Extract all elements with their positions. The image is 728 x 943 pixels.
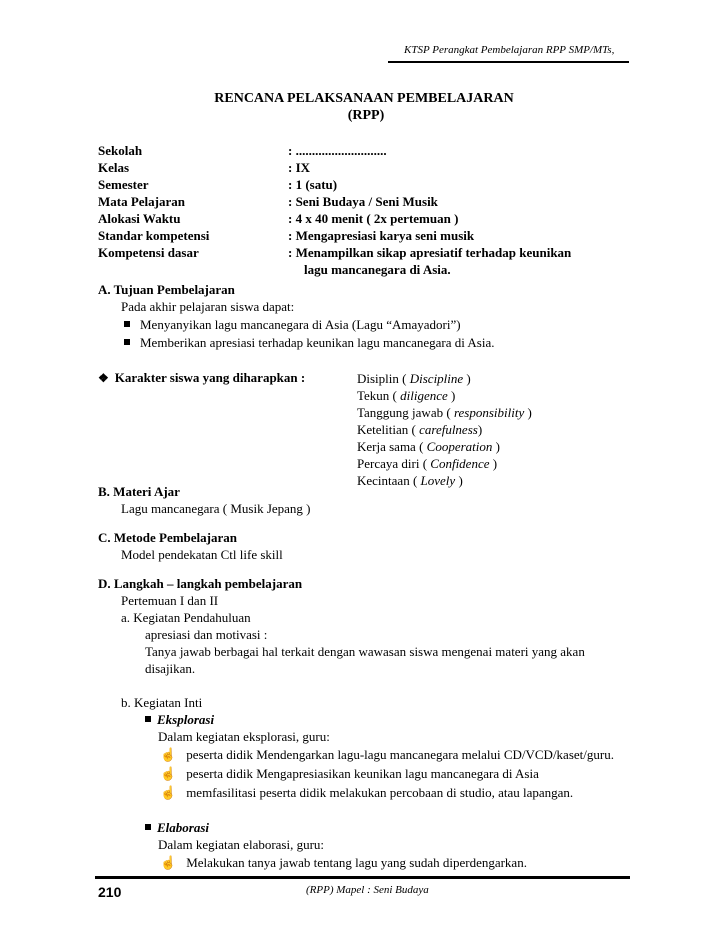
section-a-intro: Pada akhir pelajaran siswa dapat: xyxy=(121,299,295,314)
section-b-text: Lagu mancanegara ( Musik Jepang ) xyxy=(121,501,311,516)
karakter-list xyxy=(357,370,532,489)
square-bullet-icon xyxy=(124,339,130,345)
list-item: Memberikan apresiasi terhadap keunikan lagu mancanegara di Asia. xyxy=(124,335,494,351)
karakter-item: Percaya diri ( Confidence ) xyxy=(357,456,498,471)
doc-title-line1: RENCANA PELAKSANAAN PEMBELAJARAN xyxy=(214,91,514,106)
list-item: ☝ Melakukan tanya jawab tentang lagu yang sudah diperdengarkan. xyxy=(160,855,527,870)
identity-value: : Mengapresiasi karya seni musik xyxy=(288,228,475,243)
identity-label: Kompetensi dasar xyxy=(98,245,199,260)
karakter-item: Tekun ( diligence ) xyxy=(357,388,456,403)
square-bullet-icon xyxy=(145,716,151,722)
square-bullet-icon xyxy=(124,321,130,327)
section-a-heading: A. Tujuan Pembelajaran xyxy=(98,282,235,297)
section-d-heading: D. Langkah – langkah pembelajaran xyxy=(98,576,303,591)
elaborasi-intro: Dalam kegiatan elaborasi, guru: xyxy=(158,837,325,852)
footer-text: (RPP) Mapel : Seni Budaya xyxy=(306,884,429,896)
identity-value: : Menampilkan sikap apresiatif terhadap keunikan xyxy=(288,245,572,260)
identity-value: : ............................ xyxy=(288,143,387,158)
section-c-heading: C. Metode Pembelajaran xyxy=(98,530,237,545)
hand-pointer-icon: ☝ xyxy=(160,855,177,870)
section-c-text: Model pendekatan Ctl life skill xyxy=(121,547,283,562)
identity-label: Sekolah xyxy=(98,143,143,158)
hand-pointer-icon: ☝ xyxy=(160,766,177,781)
list-item: ☝ peserta didik Mendengarkan lagu-lagu mancanegara melalui CD/VCD/kaset/guru. xyxy=(160,747,614,762)
hand-pointer-icon: ☝ xyxy=(160,747,177,762)
identity-label: Mata Pelajaran xyxy=(98,194,186,209)
identity-value: : Seni Budaya / Seni Musik xyxy=(288,194,438,209)
doc-title-line2: (RPP) xyxy=(347,108,385,123)
karakter-item: Disiplin ( Discipline ) xyxy=(357,371,471,386)
identity-value: : IX xyxy=(288,160,311,175)
karakter-item: Ketelitian ( carefulness) xyxy=(357,422,483,437)
diamond-bullet-icon: ❖ xyxy=(98,371,109,385)
list-item: ☝ peserta didik Mengapresiasikan keunikan lagu mancanegara di Asia xyxy=(160,766,539,781)
eksplorasi-title: Eksplorasi xyxy=(145,712,214,728)
list-item: ☝ memfasilitasi peserta didik melakukan percobaan di studio, atau lapangan. xyxy=(160,785,574,800)
identity-label: Kelas xyxy=(98,160,130,175)
identity-label: Semester xyxy=(98,177,149,192)
pendahuluan-line: disajikan. xyxy=(145,661,196,676)
page-number: 210 xyxy=(98,884,122,900)
running-header: KTSP Perangkat Pembelajaran RPP SMP/MTs, xyxy=(404,44,615,56)
karakter-label: ❖ Karakter siswa yang diharapkan : xyxy=(98,370,306,385)
identity-label: Standar kompetensi xyxy=(98,228,210,243)
karakter-item: Kerja sama ( Cooperation ) xyxy=(357,439,500,454)
pendahuluan-line: apresiasi dan motivasi : xyxy=(145,627,268,642)
section-b-heading: B. Materi Ajar xyxy=(98,484,180,499)
eksplorasi-intro: Dalam kegiatan eksplorasi, guru: xyxy=(158,729,330,744)
identity-label: Alokasi Waktu xyxy=(98,211,181,226)
karakter-item: Tanggung jawab ( responsibility ) xyxy=(357,405,532,420)
square-bullet-icon xyxy=(145,824,151,830)
hand-pointer-icon: ☝ xyxy=(160,785,177,800)
kegiatan-inti-title: b. Kegiatan Inti xyxy=(121,695,203,710)
identity-value-cont: lagu mancanegara di Asia. xyxy=(304,262,451,277)
identity-value: : 1 (satu) xyxy=(288,177,338,192)
pendahuluan-line: Tanya jawab berbagai hal terkait dengan wawasan siswa mengenai materi yang akan xyxy=(145,644,585,659)
karakter-item: Kecintaan ( Lovely ) xyxy=(357,473,463,488)
elaborasi-title: Elaborasi xyxy=(145,820,209,836)
meeting-label: Pertemuan I dan II xyxy=(121,593,219,608)
identity-value: : 4 x 40 menit ( 2x pertemuan ) xyxy=(288,211,459,226)
list-item: Menyanyikan lagu mancanegara di Asia (Lagu “Amayadori”) xyxy=(124,317,461,333)
header-rule xyxy=(388,61,629,63)
kegiatan-pendahuluan-title: a. Kegiatan Pendahuluan xyxy=(121,610,251,625)
footer-rule xyxy=(95,876,630,879)
